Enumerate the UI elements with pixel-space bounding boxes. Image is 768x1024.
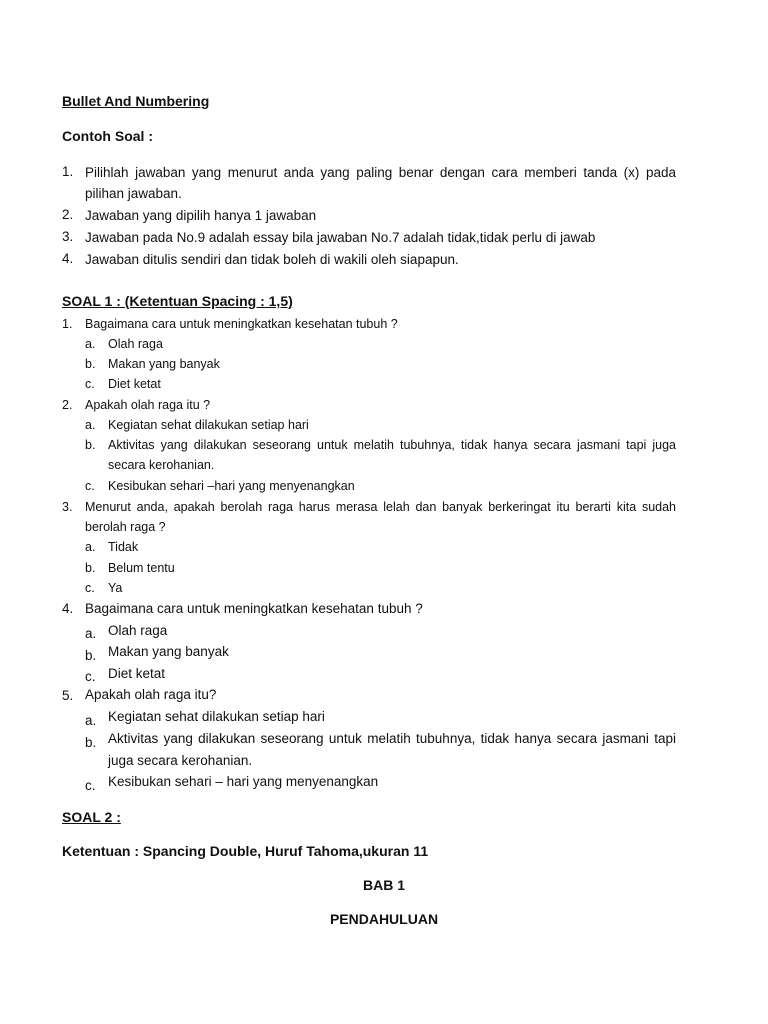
contoh-soal-title: Contoh Soal : <box>62 128 153 144</box>
option-text: Belum tentu <box>108 561 175 575</box>
option-letter: c. <box>85 479 95 493</box>
option-text: Aktivitas yang dilakukan seseorang untuk melatih tubuhnya, tidak hanya secara jasmani tapi juga secara kerohanian. <box>108 438 676 472</box>
list-number: 3. <box>62 229 74 244</box>
option-text: Diet ketat <box>108 666 166 681</box>
list-item: Jawaban pada No.9 adalah essay bila jawaban No.7 adalah tidak,tidak perlu di jawab <box>85 230 596 245</box>
list-item: Jawaban ditulis sendiri dan tidak boleh di wakili oleh siapapun. <box>85 252 459 267</box>
option-text: Kesibukan sehari –hari yang menyenangkan <box>108 479 355 493</box>
list-number: 4. <box>62 251 74 266</box>
chapter-number: BAB 1 <box>362 877 405 893</box>
option-letter: c. <box>85 377 95 391</box>
soal1-title: SOAL 1 : (Ketentuan Spacing : 1,5) <box>62 293 293 309</box>
option-text: Makan yang banyak <box>108 357 220 371</box>
option-letter: a. <box>85 713 97 728</box>
option-letter: a. <box>85 540 96 554</box>
question-number: 3. <box>62 500 73 514</box>
option-letter: b. <box>85 561 96 575</box>
option-letter: a. <box>85 626 97 641</box>
question-text: Bagaimana cara untuk meningkatkan kesehatan tubuh ? <box>85 317 398 331</box>
list-item: Pilihlah jawaban yang menurut anda yang paling benar dengan cara memberi tanda (x) pada pilihan jawaban. <box>85 165 676 201</box>
option-text: Makan yang banyak <box>108 644 229 659</box>
option-text: Aktivitas yang dilakukan seseorang untuk melatih tubuhnya, tidak hanya secara jasmani tapi juga secara kerohanian. <box>108 731 676 768</box>
option-letter: c. <box>85 581 95 595</box>
list-number: 1. <box>62 164 74 179</box>
option-text: Ya <box>108 581 123 595</box>
option-letter: b. <box>85 735 97 750</box>
option-text: Kegiatan sehat dilakukan setiap hari <box>108 709 325 724</box>
question-number: 1. <box>62 317 73 331</box>
option-letter: c. <box>85 669 96 684</box>
option-letter: b. <box>85 648 97 663</box>
option-text: Tidak <box>108 540 139 554</box>
option-letter: a. <box>85 418 96 432</box>
option-text: Olah raga <box>108 623 168 638</box>
ketentuan-text: Ketentuan : Spancing Double, Huruf Tahoma,ukuran 11 <box>62 843 429 859</box>
chapter-title: PENDAHULUAN <box>329 911 439 927</box>
question-text: Apakah olah raga itu ? <box>85 398 211 412</box>
list-item: Jawaban yang dipilih hanya 1 jawaban <box>85 208 317 223</box>
question-text: Bagaimana cara untuk meningkatkan kesehatan tubuh ? <box>85 601 423 616</box>
question-number: 4. <box>62 601 74 616</box>
option-text: Kegiatan sehat dilakukan setiap hari <box>108 418 309 432</box>
question-text: Menurut anda, apakah berolah raga harus merasa lelah dan banyak berkeringat itu berarti kita sudah berolah raga ? <box>85 500 676 534</box>
option-text: Olah raga <box>108 337 163 351</box>
soal2-title: SOAL 2 : <box>62 809 121 825</box>
option-letter: c. <box>85 778 96 793</box>
list-number: 2. <box>62 207 74 222</box>
option-letter: b. <box>85 438 96 452</box>
option-letter: b. <box>85 357 96 371</box>
question-number: 5. <box>62 688 74 703</box>
question-text: Apakah olah raga itu? <box>85 687 217 702</box>
option-letter: a. <box>85 337 96 351</box>
heading: Bullet And Numbering <box>62 93 210 109</box>
option-text: Diet ketat <box>108 377 161 391</box>
option-text: Kesibukan sehari – hari yang menyenangkan <box>108 774 379 789</box>
question-number: 2. <box>62 398 73 412</box>
